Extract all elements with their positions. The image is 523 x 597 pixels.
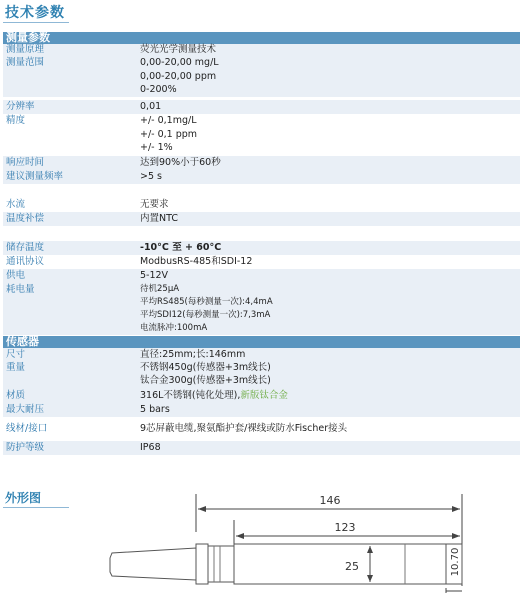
spec-row: [3, 44, 520, 56]
spec-row: [3, 170, 520, 184]
spec-value: 5-12V: [140, 270, 169, 281]
dimension-drawing: [0, 490, 523, 597]
dimension-label-cap: 10.70: [450, 547, 461, 577]
section-header-sensor: 传感器: [3, 336, 520, 348]
spec-value: 0,01: [140, 101, 162, 112]
spec-label: 建议测量频率: [6, 171, 64, 182]
spec-row: [3, 361, 520, 389]
spec-row: [3, 241, 520, 255]
spec-value: -10°C 至 + 60°C: [140, 242, 222, 253]
spec-value: >5 s: [140, 171, 162, 182]
spec-label: 分辨率: [6, 101, 35, 112]
title-underline: [3, 22, 69, 23]
spec-value: 达到90%小于60秒: [140, 157, 221, 168]
spec-value: 荧光光学测量技术: [140, 44, 217, 55]
spec-value: 不锈钢450g(传感器+3m线长) 钛合金300g(传感器+3m线长): [140, 362, 271, 386]
spec-row: [3, 255, 520, 269]
dimension-label-146: 146: [319, 494, 341, 507]
spec-value: +/- 0,1mg/L +/- 0,1 ppm +/- 1%: [140, 115, 198, 153]
spec-label: 最大耐压: [6, 404, 45, 415]
spec-row: [3, 269, 520, 283]
spec-value: 待机25μA 平均RS485(每秒测量一次):4,4mA 平均SDI12(每秒测量一次):7,3mA 电流脉冲:100mA: [140, 284, 273, 333]
spec-label: 耗电量: [6, 284, 35, 295]
spec-value: 直径:25mm;长:146mm: [140, 349, 246, 360]
spec-label: 测量原理: [6, 44, 45, 55]
spec-value: 内置NTC: [140, 213, 178, 224]
spec-row: [3, 114, 520, 156]
spec-label: 水流: [6, 199, 26, 210]
spec-row: [3, 283, 520, 335]
probe-body: [234, 544, 446, 584]
probe-cable: [110, 548, 196, 580]
spec-label: 精度: [6, 115, 26, 126]
spec-value: 316L不锈钢(钝化处理),新版钛合金: [140, 390, 288, 401]
probe-connector: [196, 544, 208, 584]
spec-value: 无要求: [140, 199, 169, 210]
spec-value: IP68: [140, 442, 161, 453]
spec-label: 通讯协议: [6, 256, 45, 267]
spec-row: [3, 212, 520, 226]
dimension-label-123: 123: [334, 521, 356, 534]
spec-label: 储存温度: [6, 242, 45, 253]
probe-collar: [208, 546, 234, 582]
spec-row: [3, 156, 520, 170]
spec-row: [3, 198, 520, 212]
dimension-label-25: 25: [345, 560, 359, 573]
spec-label: 线材/接口: [6, 423, 48, 434]
page-title: 技术参数: [5, 5, 65, 21]
material-highlight: 新版钛合金: [240, 390, 288, 401]
spec-row: [3, 348, 520, 361]
spec-value: 5 bars: [140, 404, 170, 415]
spec-label: 尺寸: [6, 349, 26, 360]
spec-label: 响应时间: [6, 157, 45, 168]
spec-label: 材质: [6, 390, 26, 401]
spec-label: 重量: [6, 362, 26, 373]
drawing-title: 外形图: [5, 491, 42, 505]
section-header-measurement: 测量参数: [3, 32, 520, 44]
spec-row: [3, 389, 520, 403]
spec-label: 测量范围: [6, 57, 45, 68]
spec-row: [3, 441, 520, 455]
spec-row: [3, 403, 520, 417]
spec-value: 9芯屏蔽电缆,聚氨酯护套/裸线或防水Fischer接头: [140, 423, 348, 434]
spec-row: [3, 100, 520, 114]
spec-row: [3, 417, 520, 441]
spec-label: 温度补偿: [6, 213, 45, 224]
spec-value: 0,00-20,00 mg/L 0,00-20,00 ppm 0-200%: [140, 57, 219, 95]
spec-table: [3, 32, 520, 455]
spec-label: 防护等级: [6, 442, 45, 453]
spec-value: ModbusRS-485和SDI-12: [140, 256, 253, 267]
spec-row: [3, 56, 520, 97]
spec-label: 供电: [6, 270, 26, 281]
